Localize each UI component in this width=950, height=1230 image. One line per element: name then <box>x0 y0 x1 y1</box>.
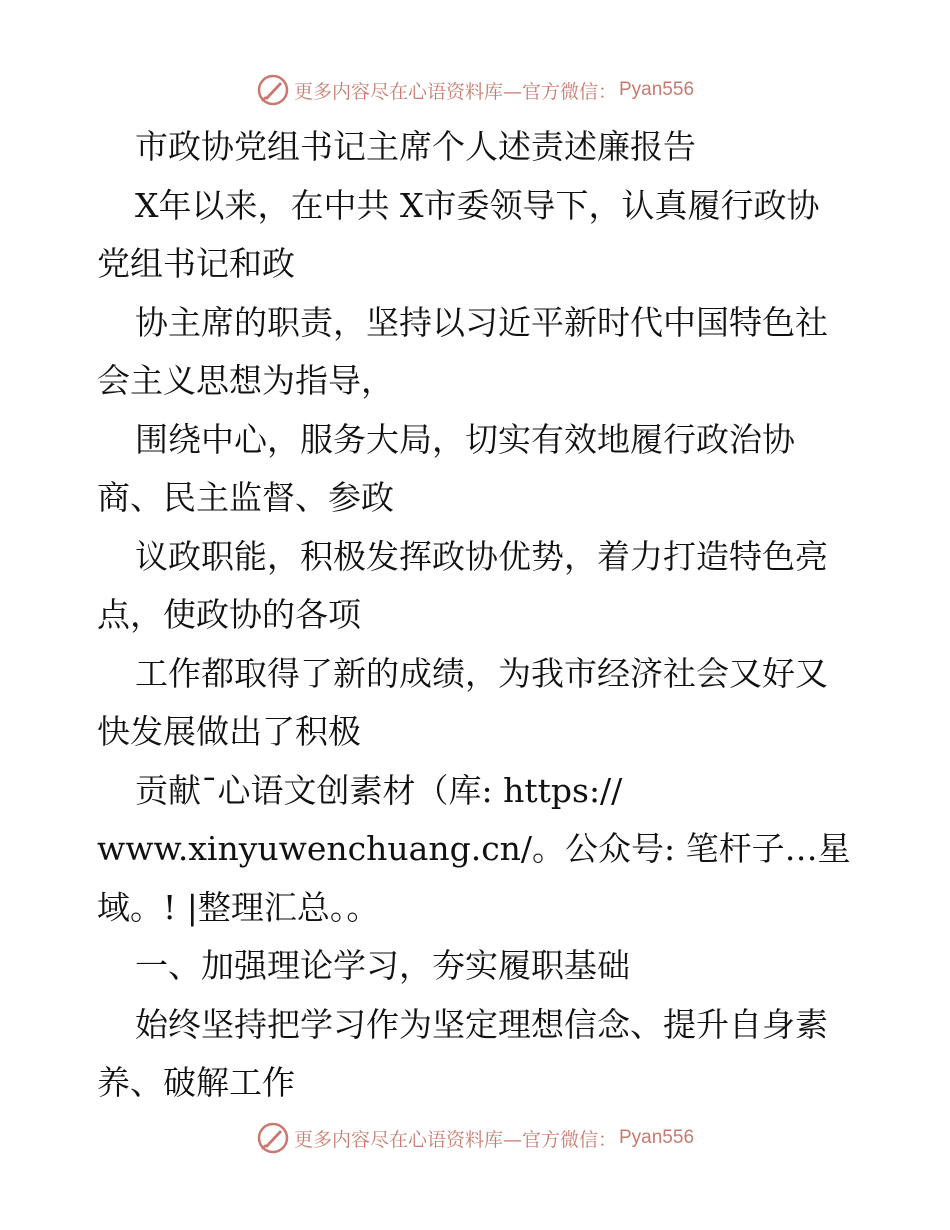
watermark-wechat-id: Pyan556 <box>619 79 695 100</box>
document-title: 市政协党组书记主席个人述责述廉报告 <box>135 127 696 166</box>
body-line: 域。! |整理汇总。。 <box>97 887 380 927</box>
body-line: 会主义思想为指导， <box>97 361 394 400</box>
body-line: 商、民主监督、参政 <box>97 478 394 517</box>
body-line: 围绕中心，服务大局，切实有效地履行政治协 <box>135 419 795 459</box>
body-line: X年以来，在中共 X市委领导下，认真履行政协 <box>135 185 820 225</box>
body-line: 工作都取得了新的成绩，为我市经济社会又好又 <box>135 653 828 693</box>
quill-logo-icon <box>256 1121 290 1155</box>
section-heading: 一、加强理论学习，夯实履职基础 <box>135 946 630 985</box>
body-line: 协主席的职责，坚持以习近平新时代中国特色社 <box>135 302 828 342</box>
body-line: www.xinyuwenchuang.cn/。公众号: 笔杆子…星 <box>97 829 851 868</box>
document-body <box>97 118 857 1113</box>
watermark-text: 更多内容尽在心语资料库—官方微信： <box>293 1128 617 1151</box>
body-line: 养、破解工作 <box>97 1063 295 1102</box>
body-line: 点，使政协的各项 <box>97 595 361 634</box>
body-line: 快发展做出了积极 <box>97 712 361 751</box>
quill-logo-icon <box>256 73 290 107</box>
footer-watermark <box>0 1118 950 1158</box>
watermark-wechat-id: Pyan556 <box>619 1127 695 1148</box>
watermark-text: 更多内容尽在心语资料库—官方微信： <box>293 80 617 103</box>
header-watermark <box>0 70 950 110</box>
body-line: 议政职能，积极发挥政协优势，着力打造特色亮 <box>135 536 828 576</box>
body-line: 党组书记和政 <box>97 244 295 283</box>
body-line: 贡献¯心语文创素材（库: https:// <box>135 770 623 810</box>
body-line: 始终坚持把学习作为坚定理想信念、提升自身素 <box>135 1004 828 1044</box>
